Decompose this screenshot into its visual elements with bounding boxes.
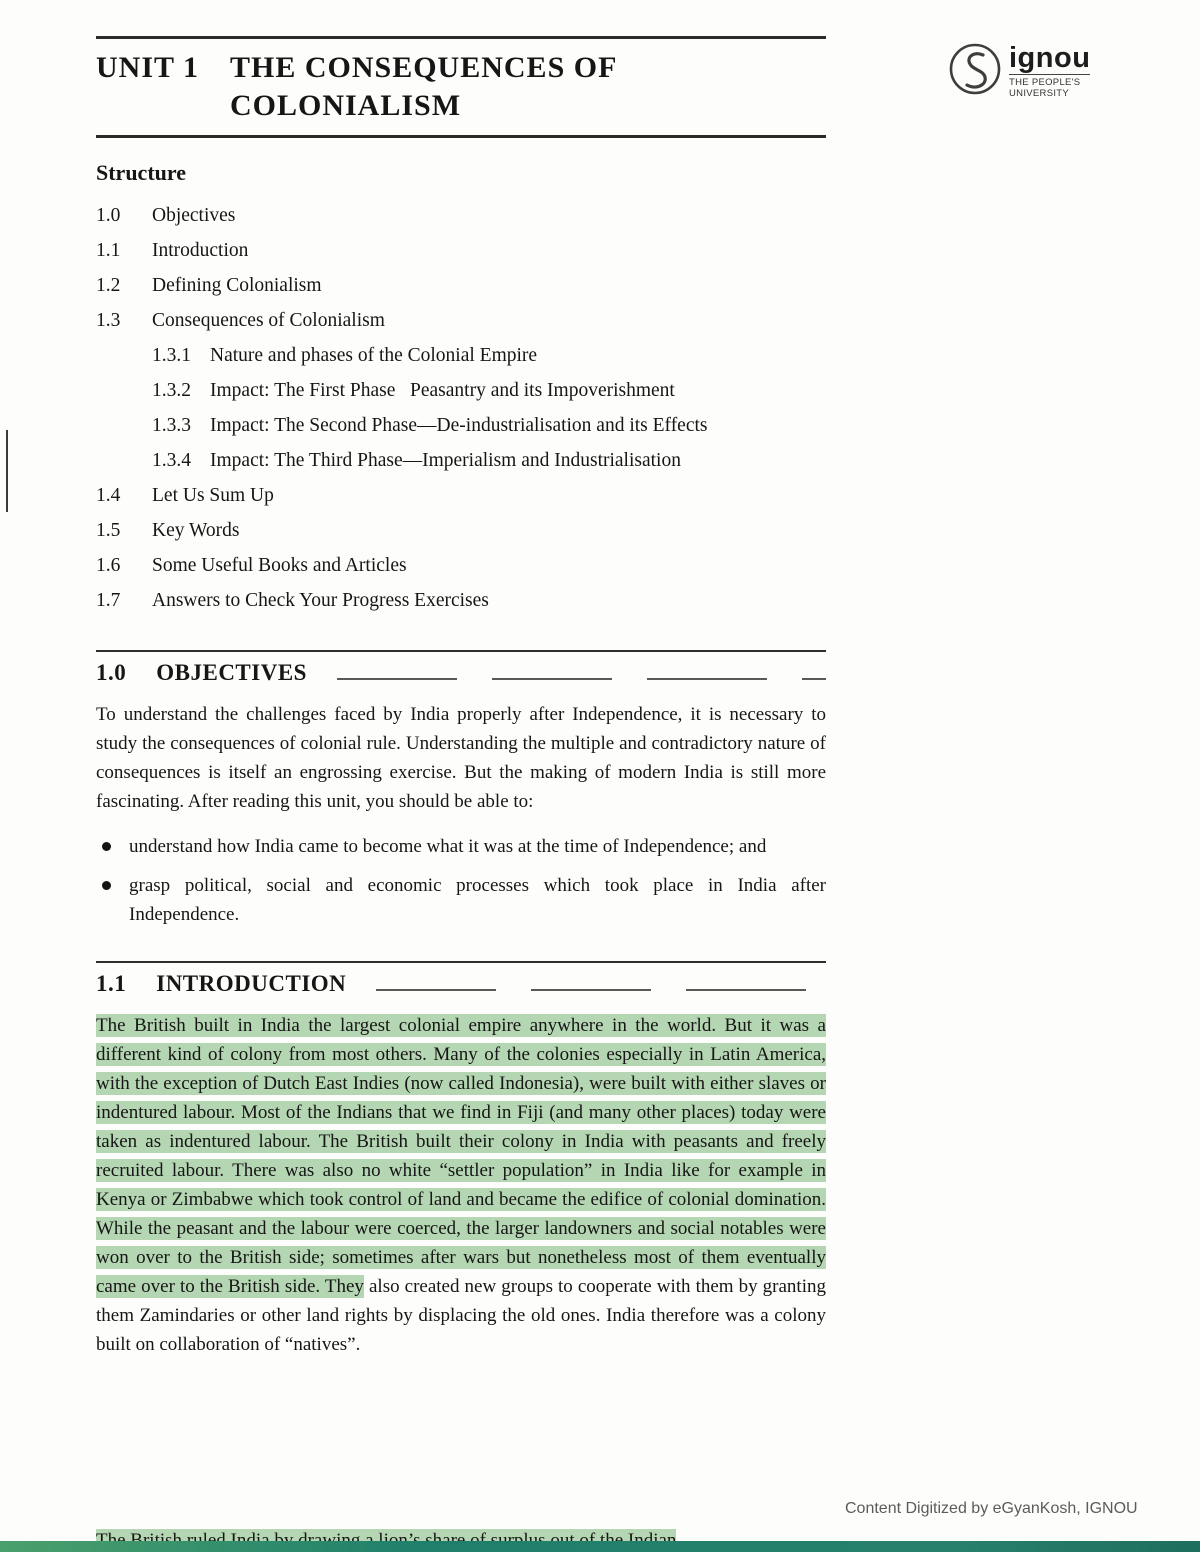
table-of-contents <box>96 198 826 618</box>
toc-row <box>96 513 826 548</box>
unit-title <box>230 49 617 125</box>
ignou-logo-icon <box>948 42 1002 101</box>
toc-num: 1.7 <box>96 590 121 611</box>
bullet-icon <box>102 881 111 890</box>
section-heading-objectives <box>96 650 826 686</box>
toc-label: Key Words <box>152 520 240 541</box>
toc-num: 1.3.4 <box>152 450 191 471</box>
bullet-item <box>96 832 826 861</box>
bullet-text: grasp political, social and economic processes which took place in India after Independence. <box>129 875 826 925</box>
toc-num: 1.1 <box>96 240 121 261</box>
toc-num: 1.5 <box>96 520 121 541</box>
logo-tagline-line2: UNIVERSITY <box>1009 88 1070 99</box>
toc-label: Some Useful Books and Articles <box>152 555 407 576</box>
toc-label: Objectives <box>152 205 236 226</box>
toc-label: Let Us Sum Up <box>152 485 274 506</box>
toc-num: 1.0 <box>96 205 121 226</box>
toc-row-sub <box>152 443 826 478</box>
objectives-paragraph: To understand the challenges faced by India properly after Independence, it is necessary to study the consequences of colonial rule. Understanding the multiple and contradictory nature of consequences is itself an engrossing exercise. But the making of modern India is still more fascinating. After reading this unit, you should be able to: <box>96 704 826 812</box>
toc-label: Introduction <box>152 240 249 261</box>
heading-number: 1.1 <box>96 971 127 996</box>
toc-row-sub <box>152 373 826 408</box>
heading-rule <box>337 678 826 680</box>
toc-row <box>96 233 826 268</box>
toc-label: Answers to Check Your Progress Exercises <box>152 590 489 611</box>
logo-name: ignou <box>1009 42 1091 74</box>
heading-label: INTRODUCTION <box>156 971 347 996</box>
unit-label: UNIT 1 <box>96 51 199 84</box>
introduction-paragraph <box>96 1011 826 1359</box>
digitization-credit: Content Digitized by eGyanKosh, IGNOU <box>845 1500 1138 1517</box>
bullet-text: understand how India came to become what it was at the time of Independence; and <box>129 836 767 857</box>
toc-row <box>96 548 826 583</box>
toc-label: Defining Colonialism <box>152 275 322 296</box>
scan-artifact-line <box>6 430 8 512</box>
unit-header <box>96 36 826 138</box>
objectives-bullet-list <box>96 832 826 929</box>
section-heading-introduction <box>96 961 826 997</box>
toc-label: Impact: The Second Phase—De-industrialisation and its Effects <box>210 415 708 436</box>
toc-num: 1.3.3 <box>152 415 191 436</box>
logo-tagline <box>1009 74 1090 99</box>
structure-heading: Structure <box>96 160 187 185</box>
toc-row <box>96 478 826 513</box>
toc-label: Nature and phases of the Colonial Empire <box>210 345 538 366</box>
page-content <box>96 36 826 1359</box>
toc-num: 1.3.2 <box>152 380 191 401</box>
toc-label: Impact: The Third Phase—Imperialism and Industrialisation <box>210 450 681 471</box>
toc-num: 1.3.1 <box>152 345 191 366</box>
toc-row <box>96 583 826 618</box>
toc-row <box>96 198 826 233</box>
bullet-icon <box>102 842 111 851</box>
unit-title-line2: COLONIALISM <box>230 89 462 122</box>
toc-num: 1.6 <box>96 555 121 576</box>
bullet-item <box>96 871 826 929</box>
toc-num: 1.3 <box>96 310 121 331</box>
footer-bar <box>0 1541 1200 1552</box>
toc-label: Impact: The First Phase Peasantry and its Impoverishment <box>210 380 675 401</box>
highlighted-text: The British built in India the largest colonial empire anywhere in the world. But it was a different kind of colony from most others. Many of the colonies especially in Latin America, with the exception of Dutch East Indies (now called Indonesia), were built with either slaves or indentured labour. Most of the Indians that we find in Fiji (and many other places) today were taken as indentured labour. The British built their colony in India with peasants and freely recruited labour. There was also no white “settler population” in India like for example in Kenya or Zimbabwe which took control of land and became the edifice of colonial domination. While the peasant and the labour were coerced, the larger landowners and social notables were won over to the British side; sometimes after wars but nonetheless most of them eventually came over to the British side. They <box>96 1015 826 1297</box>
toc-row <box>96 303 826 338</box>
ignou-logo <box>948 42 1090 101</box>
heading-rule <box>376 989 826 991</box>
toc-num: 1.4 <box>96 485 121 506</box>
heading-label: OBJECTIVES <box>156 660 307 685</box>
heading-number: 1.0 <box>96 660 127 685</box>
toc-num: 1.2 <box>96 275 121 296</box>
ignou-logo-text <box>1009 42 1090 99</box>
toc-row-sub <box>152 338 826 373</box>
unit-title-line1: THE CONSEQUENCES OF <box>230 51 618 84</box>
toc-label: Consequences of Colonialism <box>152 310 385 331</box>
plain-text: also created new groups to cooperate with them by granting them Zamindaries or other land rights by displacing the old ones. India therefore was a colony built on collaboration of “natives”. <box>96 1276 826 1355</box>
toc-row-sub <box>152 408 826 443</box>
logo-tagline-line1: THE PEOPLE'S <box>1009 77 1081 88</box>
toc-row <box>96 268 826 303</box>
